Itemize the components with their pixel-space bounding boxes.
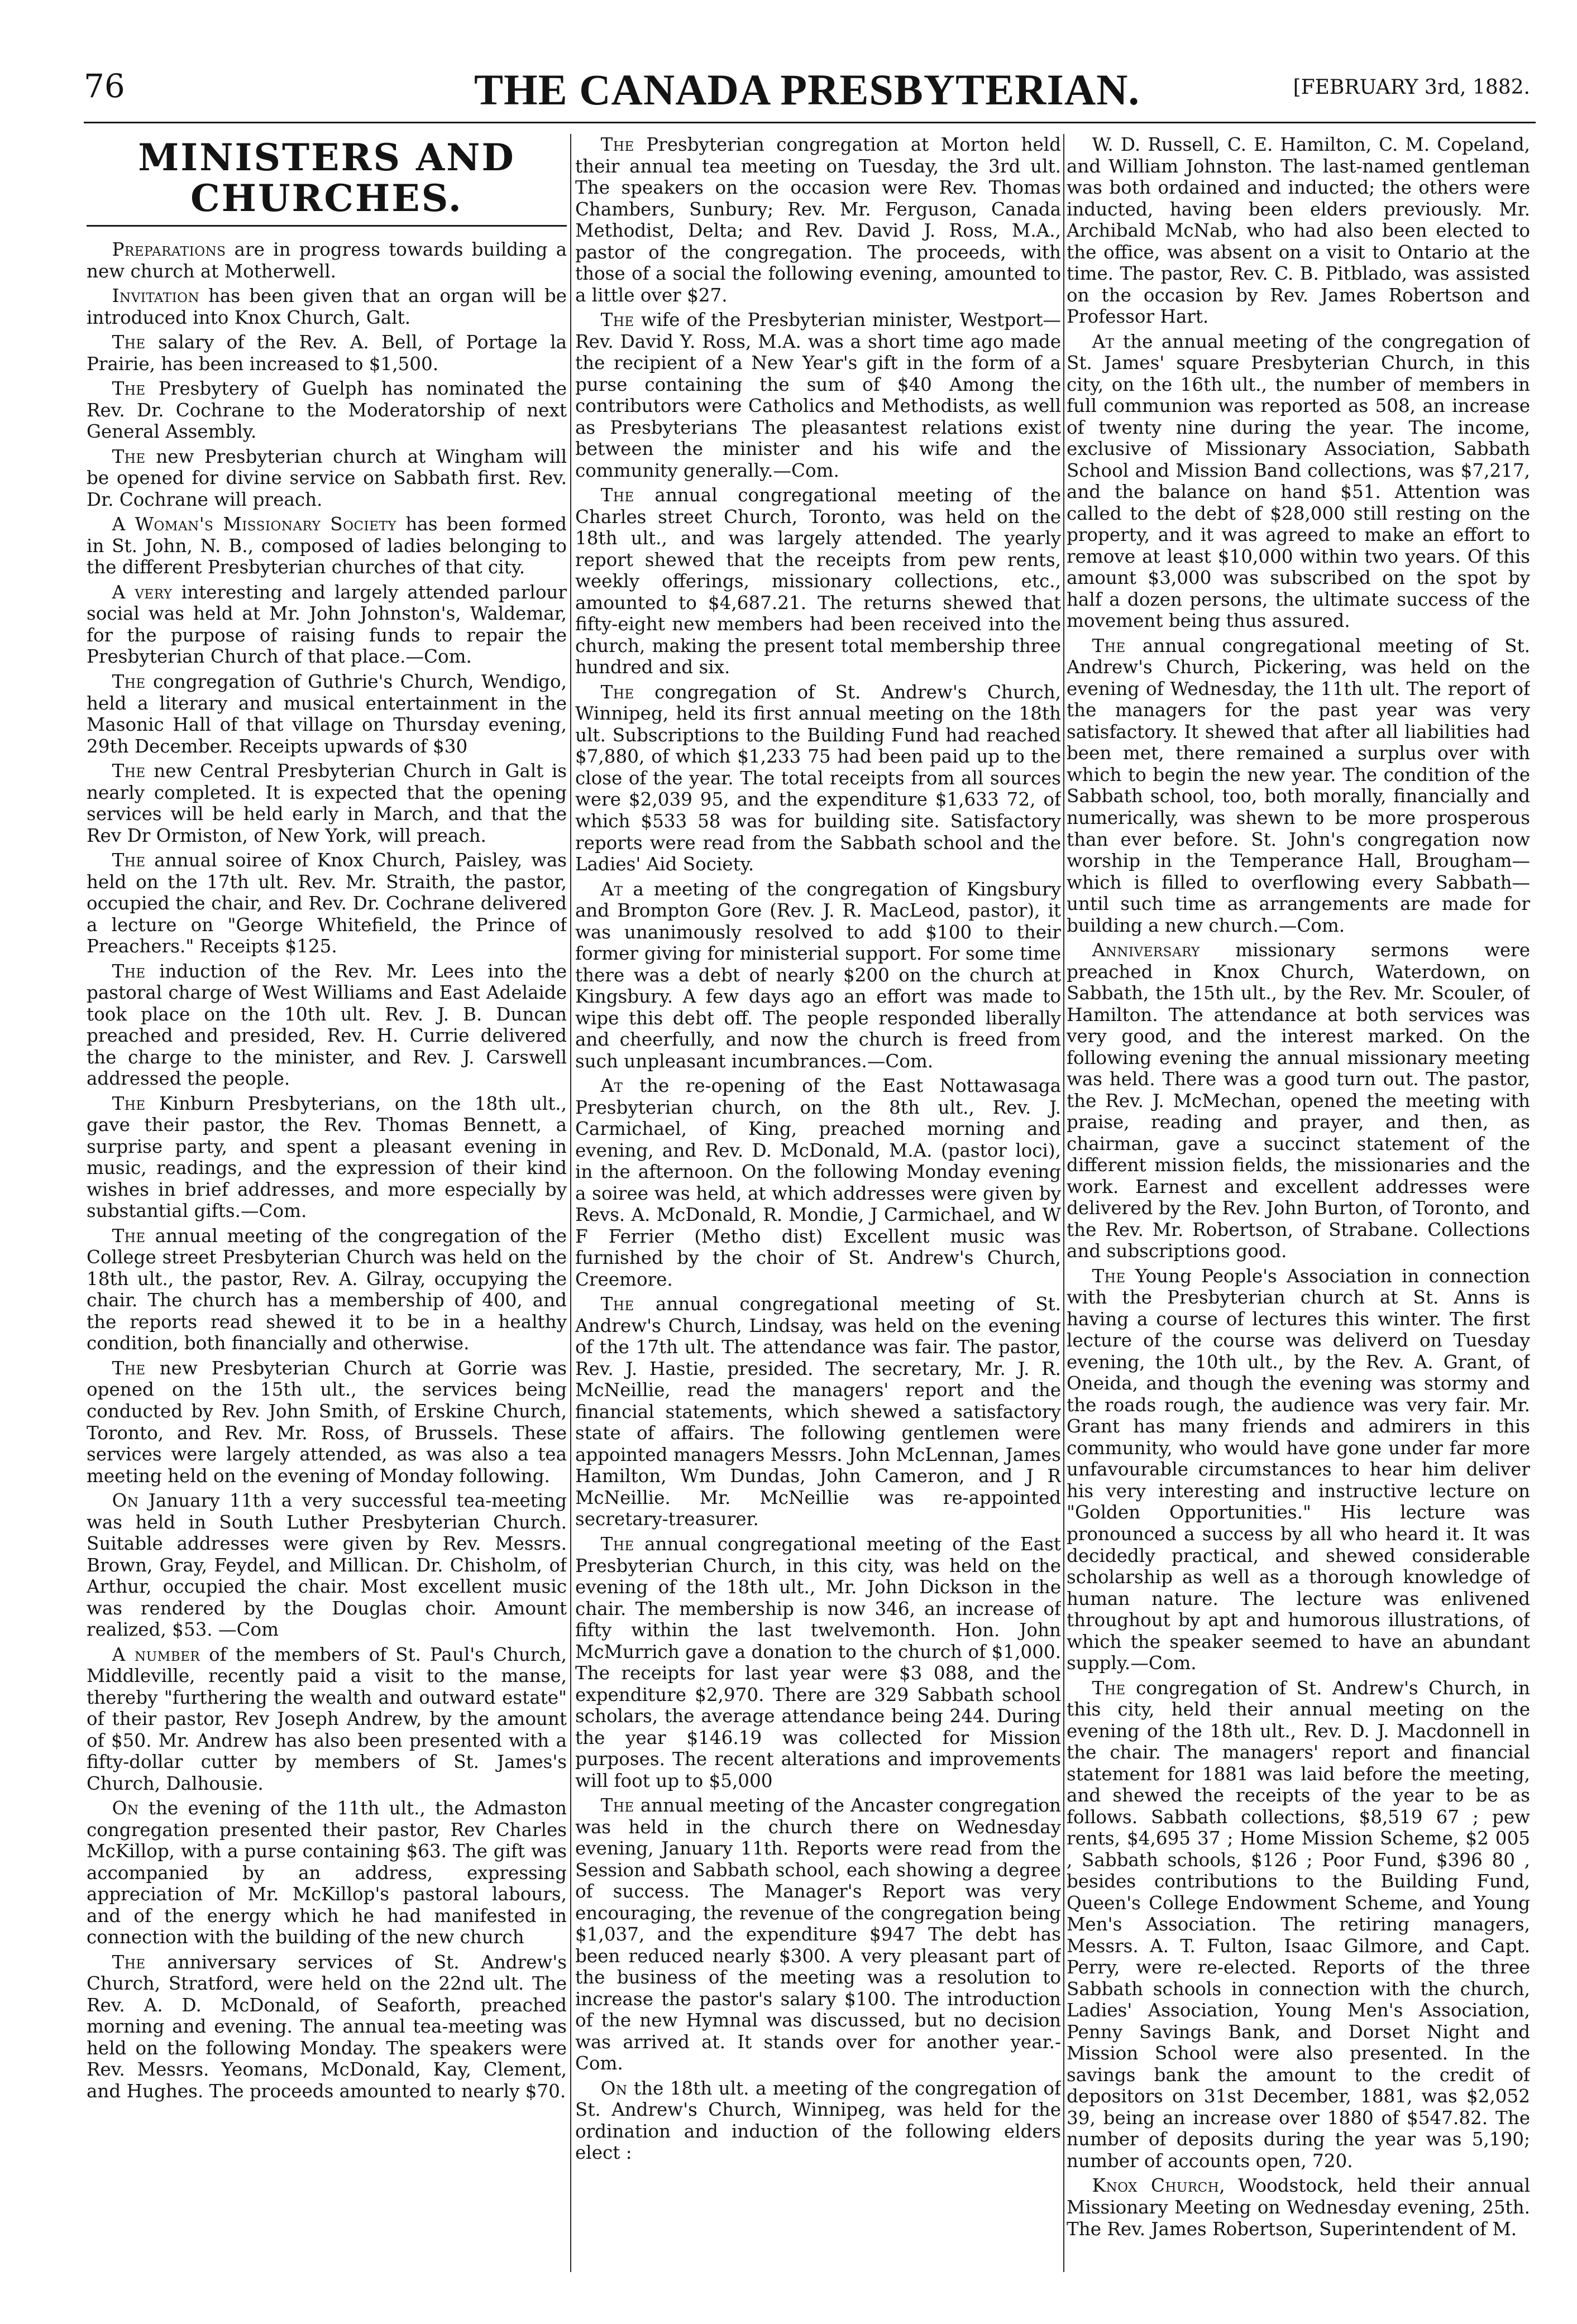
news-item [87, 1644, 567, 1795]
item-text: anniversary services of St. Andrew's Church, Stratford, were held on the 22nd ult. The Rev. A. D. McDonald, of Seaforth, preached morning and evening. The annual tea-meeting was held on the following Monday. The speakers were Rev. Messrs. Yeomans, McDonald, Kay, Clement, and Hughes. The proceeds amounted to nearly $70. [87, 1951, 567, 2102]
column-1 [87, 134, 567, 2283]
item-lead: The [112, 332, 146, 353]
item-lead: The [600, 681, 634, 703]
news-item [87, 239, 567, 282]
item-text: the annual meeting of the congregation of St. James' square Presbyterian Church, in this city, on the 16th ult., the number of members in full communion was reported as 508, an increase of twenty nine during the year. The income, exclusive of Missionary Association, Sabbath School and Mission Band collections, was $7,217, and the balance on hand $51. Attention was called to the debt of $28,000 still resting on the property, and it was agreed to make an effort to remove at least $10,000 within two years. Of this amount $3,000 was subscribed on the spot by half a dozen persons, the ultimate success of the movement being thus assured. [1067, 330, 1530, 632]
news-item [87, 760, 567, 846]
item-lead: The [112, 1951, 146, 1973]
item-text: annual congregational meeting of the East Presbyterian Church, in this city, was held on the evening of the 18th ult., Mr. John Dickson in the chair. The membership is now 346, an increase of fifty within the last twelvemonth. Hon. John McMurrich gave a donation to the church of $1,000. The receipts for last year were $3 088, and the expenditure $2,970. There are 329 Sabbath school scholars, the average attendance being 244. During the year $146.19 was collected for Mission purposes. The recent alterations and improvements will foot up to $5,000 [575, 1534, 1061, 1791]
news-item [87, 1225, 567, 1354]
journal-title: THE CANADA PRESBYTERIAN. [474, 65, 1140, 114]
news-item [1067, 940, 1530, 1262]
item-lead: On [600, 2077, 628, 2099]
news-item [87, 446, 567, 511]
news-item [87, 332, 567, 375]
item-text: congregation of St. Andrew's Church, in this city, held their annual meeting on the evening of the 18th ult., Rev. D. J. Macdonnell in the chair. The managers' report and financial statement for 1881 was laid before the meeting, and shewed the receipts of the year to be as follows. Sabbath collections, $8,519 67 ; pew rents, $4,695 37 ; Home Mission Scheme, $2 005 , Sabbath schools, $126 ; Poor Fund, $396 80 , besides contributions to the Building Fund, Queen's College Endowment Scheme, and Young Men's Association. The retiring managers, Messrs. A. T. Fulton, Isaac Gilmore, and Capt. Perry, were re-elected. Reports of the three Sabbath schools in connection with the church, Ladies' Association, Young Men's Association, Penny Savings Bank, and Dorset Night and Mission School were also presented. In the savings bank the amount to the credit of depositors on 31st December, 1881, was $2,052 39, being an increase over 1880 of $547.82. The number of deposits during the year was 5,190; number of accounts open, 720. [1067, 1677, 1530, 2172]
item-lead: The [112, 760, 146, 782]
news-item [87, 1798, 567, 1948]
news-item [87, 582, 567, 668]
news-item [1067, 331, 1530, 632]
news-item [1067, 2175, 1530, 2240]
item-lead: On [112, 1798, 139, 1819]
news-item [87, 378, 567, 443]
item-lead: Invitation [112, 285, 200, 307]
item-text: annual meeting of the congregation of the College street Presbyterian Church was held on the 18th ult., the pastor, Rev. A. Gilray, occupying the chair. The church has a membership of 400, and the reports read shewed it to be in a healthy condition, both financially and otherwise. [87, 1225, 567, 1354]
item-lead: The [112, 960, 146, 982]
item-lead: At [600, 878, 623, 900]
item-lead: On [112, 1490, 139, 1512]
column-3 [1067, 134, 1530, 2283]
news-item [575, 1075, 1061, 1290]
item-text: Young People's Association in connection with the Presbyterian church at St. Anns is having a course of lectures this winter. The first lecture of the course was deliverd on Tuesday evening, the 10th ult., by the Rev. A. Grant, of Oneida, and though the evening was stormy and the roads rough, the audience was very fair. Mr. Grant has many friends and admirers in this community, who would have gone under far more unfavourable circumstances to hear him deliver his very interesting and instructive lecture on "Golden Opportunities." His lecture was pronounced a success by all who heard it. It was decidedly practical, and shewed considerable scholarship as well as a thorough knowledge of human nature. The lecture was enlivened throughout by apt and humorous illustrations, of which the speaker seemed to have an abundant supply.—Com. [1067, 1265, 1530, 1674]
item-lead: The [600, 485, 634, 506]
masthead [84, 67, 1530, 120]
header-rule [84, 122, 1536, 123]
item-text: are in progress towards building a new church at Motherwell. [87, 239, 567, 282]
item-text: Kinburn Presbyterians, on the 18th ult., gave their pastor, the Rev. Thomas Bennett, a surprise party, and spent a pleasant evening in music, readings, and the expression of their kind wishes in brief addresses, and more especially by substantial gifts.—Com. [87, 1092, 567, 1222]
item-lead: The [112, 670, 146, 692]
item-text: Presbyterian congregation at Morton held their annual tea meeting on Tuesday, the 3rd ult. The speakers on the occasion were Rev. Thomas Chambers, Sunbury; Rev. Mr. Ferguson, Canada Methodist, Delta; and Rev. David J. Ross, M.A., pastor of the congregation. The proceeds, with those of a social the following evening, amounted to a little over $27. [575, 134, 1061, 306]
item-lead: The [112, 1092, 146, 1114]
news-item [575, 134, 1061, 306]
item-lead: At [1092, 330, 1115, 352]
news-item [87, 1952, 567, 2102]
item-lead: A number [112, 1643, 200, 1665]
item-text: new Presbyterian church at Wingham will be opened for divine service on Sabbath first. Rev. Dr. Cochrane will preach. [87, 445, 567, 510]
news-item [87, 671, 567, 757]
item-text: January 11th a very successful tea-meeting was held in South Luther Presbyterian Church. Suitable addresses were given by Rev. Messrs. Brown, Gray, Feydel, and Millican. Dr. Chisholm, of Arthur, occupied the chair. Most excellent music was rendered by the Douglas choir. Amount realized, $53. —Com [87, 1490, 567, 1641]
item-text: of the members of St. Paul's Church, Middleville, recently paid a visit to the manse, thereby "furthering the wealth and outward estate" of their pastor, Rev Joseph Andrew, by the amount of $50. Mr. Andrew has also been presented with a fifty-dollar cutter by members of St. James's Church, Dalhousie. [87, 1643, 567, 1794]
item-lead: The [600, 1795, 634, 1817]
column-divider [570, 134, 571, 2272]
item-text: new Presbyterian Church at Gorrie was opened on the 15th ult., the services being conducted by Rev. John Smith, of Erskine Church, Toronto, and Rev. Mr. Ross, of Brussels. These services were largely attended, as was also a tea meeting held on the evening of Monday following. [87, 1357, 567, 1487]
item-text: new Central Presbyterian Church in Galt is nearly completed. It is expected that the opening services will be held early in March, and that the Rev Dr Ormiston, of New York, will preach. [87, 760, 567, 846]
item-text: interesting and largely attended parlour social was held at Mr. John Johnston's, Waldemar, for the purpose of raising funds to repair the Presbyterian Church of that place.—Com. [87, 581, 567, 668]
news-item [87, 850, 567, 957]
news-item [575, 1534, 1061, 1791]
item-text: has been formed in St. John, N. B., composed of ladies belonging to the different Presbyterian churches of that city. [87, 514, 567, 578]
news-item [1067, 1266, 1530, 1674]
item-text: annual congregational meeting of St. Andrew's Church, Pickering, was held on the evening of Wednesday, the 11th ult. The report of the managers for the past year was very satisfactory. It shewed that after all liabilities had been met, there remained a surplus over with which to begin the new year. The condition of the Sabbath school, too, both morally, financially and numerically, was shewn to be more prosperous than ever before. St. John's congregation now worship in the Temperance Hall, Brougham—which is filled to overflowing every Sabbath—until such time as arrangements are made for building a new church.—Com. [1067, 635, 1530, 936]
item-text: has been given that an organ will be introduced into Knox Church, Galt. [87, 285, 567, 328]
news-item [575, 879, 1061, 1072]
news-item [1067, 635, 1530, 936]
item-lead: The [1092, 1677, 1126, 1699]
news-item [575, 309, 1061, 481]
item-lead: The [600, 309, 634, 331]
item-lead: At [600, 1075, 623, 1097]
item-text: congregation of St. Andrew's Church, Winnipeg, held its first annual meeting on the 18th ult. Subscriptions to the Building Fund had reached $7,880, of which $1,233 75 had been paid up to the close of the year. The total receipts from all sources were $2,039 95, and the expenditure $1,633 72, of which $533 58 was for building site. Satisfactory reports were read from the Sabbath school and the Ladies' Aid Society. [575, 681, 1061, 875]
column-2 [575, 134, 1061, 2283]
item-lead: The [112, 445, 146, 467]
item-lead: The [112, 1357, 146, 1379]
page-number: 76 [84, 67, 125, 105]
item-text: Presbytery of Guelph has nominated the Rev. Dr. Cochrane to the Moderatorship of next General Assembly. [87, 378, 567, 443]
item-lead: The [600, 1534, 634, 1555]
item-text: the re-opening of the East Nottawasaga Presbyterian church, on the 8th ult., Rev. J. Carmichael, of King, preached morning and evening, and Rev. D. McDonald, M.A. (pastor loci), in the afternoon. On the following Monday evening a soiree was held, at which addresses were given by Revs. A. McDonald, R. Mondie, J Carmichael, and W F Ferrier (Metho dist) Excellent music was furnished by the choir of St. Andrew's Church, Creemore. [575, 1075, 1061, 1290]
news-item [575, 1795, 1061, 2074]
item-lead: Anniversary [1092, 940, 1200, 961]
column-divider [1063, 134, 1064, 2272]
item-text: the 18th ult. a meeting of the congregation of St. Andrew's Church, Winnipeg, was held for the ordination and induction of the following elders elect : [575, 2077, 1061, 2164]
item-lead: The [600, 134, 634, 155]
item-lead: A Woman's Missionary Society [112, 514, 396, 535]
news-item [575, 2078, 1061, 2164]
news-item [87, 1093, 567, 1222]
item-lead: The [112, 1225, 146, 1247]
news-item [575, 1293, 1061, 1530]
item-lead: The [600, 1293, 634, 1315]
news-item [1067, 1678, 1530, 2172]
item-lead: A very [112, 581, 173, 603]
news-item [87, 961, 567, 1090]
item-lead: Preparations [112, 239, 226, 261]
item-lead: The [112, 378, 146, 400]
item-text: the evening of the 11th ult., the Admaston congregation presented their pastor, Rev Charles McKillop, with a purse containing $63. The gift was accompanied by an address, expressing appreciation of Mr. McKillop's pastoral labours, and of the energy which he had manifested in connection with the building of the new church [87, 1798, 567, 1948]
item-text: W. D. Russell, C. E. Hamilton, C. M. Copeland, and William Johnston. The last-named gentleman was both ordained and inducted; the others were inducted, having been elders previously. Mr. Archibald McNab, who had also been elected to the office, was absent on a visit to Ontario at the time. The pastor, Rev. C. B. Pitblado, was assisted on the occasion by Rev. James Robertson and Professor Hart. [1067, 134, 1530, 328]
item-text: induction of the Rev. Mr. Lees into the pastoral charge of West Williams and East Adelaide took place on the 10th ult. Rev. J. B. Duncan preached and presided, Rev. H. Currie delivered the charge to the minister, and Rev. J. Carswell addressed the people. [87, 960, 567, 1090]
item-text: salary of the Rev. A. Bell, of Portage la Prairie, has been increased to $1,500. [87, 332, 567, 375]
item-text: annual meeting of the Ancaster congregation was held in the church there on Wednesday evening, January 11th. Reports were read from the Session and Sabbath school, each showing a degree of success. The Manager's Report was very encouraging, the revenue of the congregation being $1,037, and the expenditure $947 The debt has been reduced nearly $300. A very pleasant part of the business of the meeting was a resolution to increase the pastor's salary $100. The introduction of the new Hymnal was discussed, but no decision was arrived at. It stands over for another year.- Com. [575, 1795, 1061, 2074]
news-item [87, 1490, 567, 1641]
news-item [575, 485, 1061, 678]
news-item [87, 1358, 567, 1487]
item-lead: The [112, 850, 146, 871]
item-lead: The [1092, 635, 1126, 657]
item-text: annual congregational meeting of St. Andrew's Church, Lindsay, was held on the evening of the 17th ult. The attendance was fair. The pastor, Rev. J. Hastie, presided. The secretary, Mr. J. R. McNeillie, read the managers' report and the financial statements, which shewed a satisfactory state of affairs. The following gentlemen were appointed managers Messrs. John McLennan, James Hamilton, Wm Dundas, John Cameron, and J R McNeillie. Mr. McNeillie was re-appointed secretary-treasurer. [575, 1293, 1061, 1530]
item-text: wife of the Presbyterian minister, Westport—Rev. David Y. Ross, M.A. was a short time ago made the recipient of a New Year's gift in the form of a purse containing the sum of $40 Among the contributors were Catholics and Methodists, as well as Presbyterians The pleasantest relations exist between the minister and his wife and the community generally.—Com. [575, 309, 1061, 481]
item-text: congregation of Guthrie's Church, Wendigo, held a literary and musical entertainment in the Masonic Hall of that village on Thursday evening, 29th December. Receipts upwards of $30 [87, 670, 567, 757]
item-lead: Knox Church [1092, 2175, 1220, 2197]
item-text: a meeting of the congregation of Kingsbury and Brompton Gore (Rev. J. R. MacLeod, pastor), it was unanimously resolved to add $100 to their former giving for ministerial support. For some time there was a debt of nearly $200 on the church at Kingsbury. A few days ago an effort was made to wipe this debt off. The people responded liberally and cheerfully, and now the church is freed from such unpleasant incumbrances.—Com. [575, 878, 1061, 1072]
section-heading: MINISTERS AND CHURCHES. [87, 137, 567, 227]
issue-date: [FEBRUARY 3rd, 1882. [1293, 76, 1530, 99]
item-lead: The [1092, 1265, 1126, 1287]
news-item [575, 682, 1061, 875]
news-item [1067, 134, 1530, 328]
news-item [87, 285, 567, 328]
item-text: missionary sermons were preached in Knox Church, Waterdown, on Sabbath, the 15th ult., by the Rev. Mr. Scouler, of Hamilton. The attendance at both services was very good, and the interest marked. On the following evening the annual missionary meeting was held. There was a good turn out. The pastor, the Rev. J. McMechan, opened the meeting with praise, reading and prayer, and then, as chairman, gave a succinct statement of the different mission fields, the missionaries and the work. Earnest and excellent addresses were delivered by the Rev. John Burton, of Toronto, and the Rev. Mr. Robertson, of Strabane. Collections and subscriptions good. [1067, 940, 1530, 1262]
news-item [87, 514, 567, 578]
item-text: annual soiree of Knox Church, Paisley, was held on the 17th ult. Rev. Mr. Straith, the pastor, occupied the chair, and Rev. Dr. Cochrane delivered a lecture on "George Whitefield, the Prince of Preachers." Receipts $125. [87, 850, 567, 957]
item-text: , Woodstock, held their annual Missionary Meeting on Wednesday evening, 25th. The Rev. James Robertson, Superintendent of M. [1067, 2175, 1530, 2240]
item-text: annual congregational meeting of the Charles street Church, Toronto, was held on the 18th ult., and was largely attended. The yearly report shewed that the receipts from pew rents, weekly offerings, missionary collections, etc., amounted to $4,687.21. The returns shewed that fifty-eight new members had been received into the church, making the present total membership three hundred and six. [575, 485, 1061, 678]
